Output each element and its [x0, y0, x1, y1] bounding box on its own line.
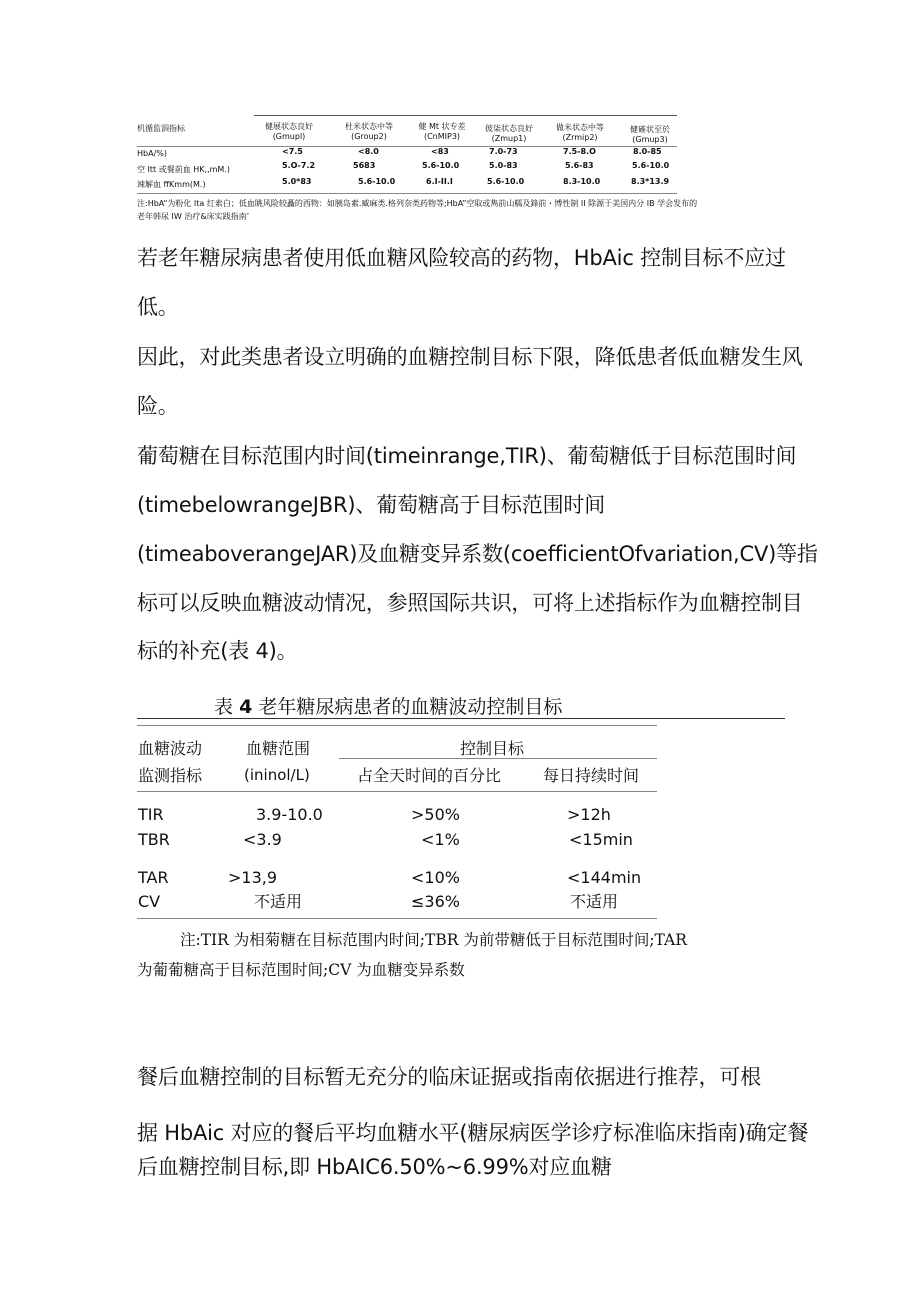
table4-note-line1: 注:TIR 为相菊糖在目标范围内时间;TBR 为前带糖低于目标范围时间;TAR [180, 931, 687, 949]
table1-col4-header: 彼柒状态良好 (Zmup1) [485, 124, 533, 143]
table1-cell: 5.6-83 [565, 161, 594, 170]
table1-row-label: HbA/%) [137, 149, 167, 158]
table1-col6-header: 健確状至於 (Gmup3) [630, 125, 670, 144]
table4-row-range: 3.9-10.0 [256, 805, 323, 824]
paragraph-line: 若老年糖尿病患者使用低血糖风险较高的药物，HbAic 控制目标不应过 [137, 246, 786, 270]
table4-row-range: >13,9 [228, 868, 278, 887]
table4-caption: 表 4 老年糖尿病患者的血糖波动控制目标 [214, 696, 563, 718]
table1-cell: 5.6-10.0 [358, 177, 396, 186]
table1-cell: 8.3*13.9 [631, 177, 670, 186]
table1-col1-header: 健展状态良好 (Gmupl) [265, 122, 313, 141]
table4-row-percent: ≤36% [411, 892, 460, 911]
table1-cell: 5683 [353, 161, 376, 170]
table1-cell: 5.6-10.0 [632, 161, 670, 170]
table1-cell: 8.0-85 [633, 147, 662, 156]
table4-col1-header-line1: 血糖波动 [138, 739, 203, 758]
table4-row-name: CV [138, 892, 161, 911]
table4-top-rule [137, 718, 785, 719]
table4-row-name: TAR [138, 868, 169, 887]
table4-bottom-rule [137, 918, 657, 919]
table1-cell: <7.5 [282, 147, 303, 156]
table1-bottom-rule [137, 193, 677, 194]
table1-row-label: 竦解血 ffKmm(M.) [137, 180, 206, 189]
table1-top-rule [254, 115, 677, 116]
paragraph-line: 险。 [137, 394, 179, 418]
table4-row-duration: <15min [569, 830, 633, 849]
table1-indicator-header: 机循监泅指标 [137, 124, 185, 133]
table4-note-line2: 为葡葡糖高于目标范围时间;CV 为血糖变异系数 [137, 961, 465, 979]
paragraph-line: 标可以反映血糖波动情况，参照国际共识，可将上述指标作为血糖控制目 [137, 591, 803, 615]
table1-header-rule [137, 146, 677, 147]
table4-col2-header-line1: 血糖范围 [246, 739, 311, 758]
table4-top-rule-2 [137, 725, 657, 726]
table4-col3-header: 占全天时间的百分比 [357, 766, 502, 785]
paragraph-line: 因此，对此类患者设立明确的血糖控制目标下限，降低患者低血糖发生风 [137, 345, 803, 369]
table1-row-label: 空 Itt 或餐前血 HK,,mM.) [137, 165, 230, 174]
table4-row-name: TIR [138, 805, 164, 824]
table1-cell: 5.6-10.0 [487, 177, 525, 186]
paragraph-line: 据 HbAic 对应的餐后平均血糖水平(糖尿病医学诊疗标准临床指南)确定餐 [137, 1121, 809, 1145]
table4-row-duration: <144min [567, 868, 642, 887]
table4-row-percent: <10% [411, 868, 460, 887]
table1-cell: 7.0-73 [489, 147, 518, 156]
paragraph-line: (timeaboverangeJAR)及血糖变异系数(coefficientOfvariation,CV)等指 [137, 542, 818, 566]
table1-cell: <8.0 [358, 147, 379, 156]
table1-cell: 5.O-7.2 [282, 161, 316, 170]
table4-col1-header-line2: 监测指标 [138, 766, 203, 785]
paragraph-line: 低。 [137, 295, 179, 319]
paragraph-line: 餐后血糖控制的目标暂无充分的临床证据或指南依据进行推荐，可根 [137, 1065, 761, 1089]
paragraph-line: 后血糖控制目标,即 HbAIC6.50%~6.99%对应血糖 [137, 1155, 612, 1179]
table1-col5-header: 做米状态中等 (Zrmip2) [556, 123, 604, 142]
table1-cell: 8.3-10.0 [563, 177, 601, 186]
table4-row-name: TBR [138, 830, 170, 849]
table4-group-rule [339, 758, 657, 759]
table4-row-range: <3.9 [243, 830, 282, 849]
table4-row-range: 不适用 [254, 892, 303, 911]
table1-col2-header: 杜米状态中等 (Group2) [345, 122, 393, 141]
paragraph-line: 葡萄糖在目标范围内时间(timeinrange,TIR)、葡萄糖低于目标范围时间 [137, 444, 797, 468]
table1-cell: 5.0*83 [282, 177, 312, 186]
table1-note-line2: 老年韩尿 IW 治疗&床实践指南’ [137, 212, 250, 221]
table1-note-line1: 注:HbA“为粉化 Ita 红索白；低血眺风险较矗的西物：如胰岛素.臧麻类.格列奈类药物等;HbA”空取或雋前山糯及鋒前・博性制 II 除源于美国内分 IB 学会发布的 [137, 199, 698, 208]
paragraph-line: (timebelowrangeJBR)、葡萄糖高于目标范围时间 [137, 493, 605, 517]
table4-row-duration: 不适用 [570, 892, 619, 911]
table4-row-duration: >12h [567, 805, 611, 824]
table4-col4-header: 每日持续时间 [543, 766, 640, 785]
table4-col2-header-line2: (ininol/L) [244, 766, 310, 784]
table1-cell: 6.I-II.I [426, 177, 453, 186]
table1-cell: 7.5-8.O [563, 147, 596, 156]
table4-row-percent: <1% [421, 830, 460, 849]
table1-cell: <83 [431, 147, 449, 156]
table1-col3-header: 健 Mt 状专差 (CnMIP3) [418, 122, 466, 141]
table4-header-rule [137, 791, 657, 792]
table4-group-header: 控制目标 [460, 739, 525, 758]
table1-cell: 5.6-10.0 [422, 161, 460, 170]
table4-row-percent: >50% [411, 805, 460, 824]
table1-cell: 5.0-83 [489, 161, 518, 170]
paragraph-line: 标的补充(表 4)。 [137, 639, 298, 663]
